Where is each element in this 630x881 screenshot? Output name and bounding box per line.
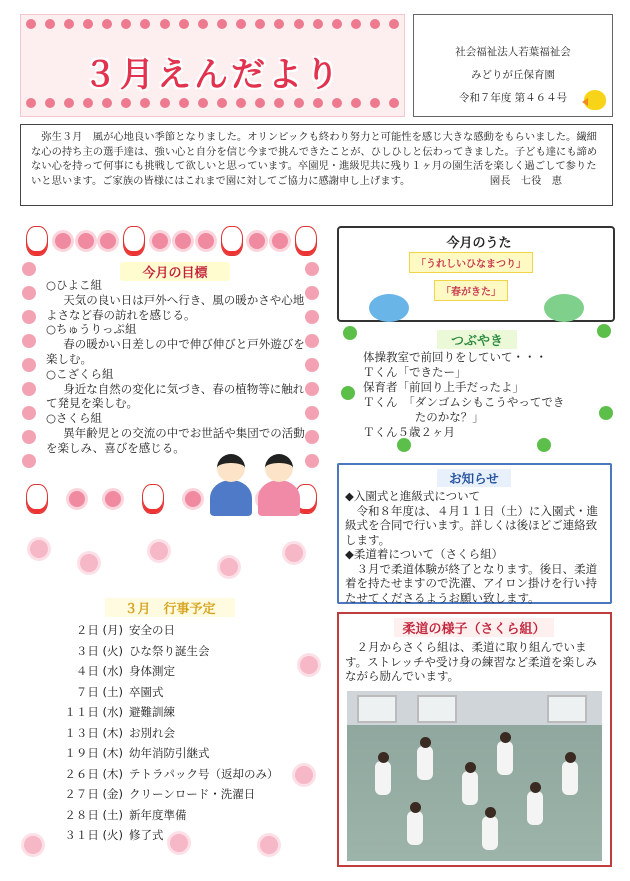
plum-blossom-icon xyxy=(198,233,214,249)
event-row xyxy=(42,805,302,826)
song-title: 「春がきた」 xyxy=(434,280,508,301)
org-name: 社会福祉法人若葉福祉会 xyxy=(455,46,571,58)
notice-item-text: 令和８年度は、４月１１日（土）に入園式・進級式を合同で行います。詳しくは後ほどご連絡致します。 xyxy=(345,503,598,547)
notice-panel xyxy=(337,463,612,604)
child-figure xyxy=(497,741,513,775)
plum-blossom-icon xyxy=(175,233,191,249)
clover-icon xyxy=(537,438,551,452)
org-info-box xyxy=(413,14,613,117)
goal-group-text: 身近な自然の変化に気づき、春の植物等に触れて発見を楽しむ。 xyxy=(46,381,305,411)
event-row xyxy=(42,825,302,846)
male-doll-icon xyxy=(210,454,252,516)
child-figure xyxy=(462,771,478,805)
plum-blossom-icon xyxy=(105,491,121,507)
event-name: テトラパック号（返却のみ） xyxy=(129,766,279,781)
event-date: ７日 (土) xyxy=(75,684,123,699)
plum-blossom-icon xyxy=(249,233,265,249)
murmur-heading: つぶやき xyxy=(437,330,517,349)
lantern-icon xyxy=(123,226,145,256)
goal-group-name: ○ちゅうりっぷ組 xyxy=(46,322,137,337)
events-panel xyxy=(20,536,323,871)
intro-line-2: もらいました。繊細な心の持ち主の選手達は、強い心と自分を信じ今まで挑んできたことが、ひしひしと伝わってきました。子ども達にも諦めない心を持って何事にも挑戦して欲しいと思っています。卒園児・進級児共に残り１ヶ月の園生活を楽しく過ごして参りたいと思います。ご家族の皆様にはこれまで園に対してご協力に感謝申し上げます。 xyxy=(31,131,598,187)
plum-blossom-icon xyxy=(272,233,288,249)
murmur-line: 体操教室で前回りをしていて・・・ xyxy=(363,350,547,364)
goal-group-text: 天気の良い日は戸外へ行き、風の暖かさや心地よさなど春の訪れを感じる。 xyxy=(46,292,305,322)
title-banner xyxy=(20,14,405,117)
event-row xyxy=(42,641,302,662)
murmur-line: Ｔくん「できたー」 xyxy=(363,365,467,379)
goal-group-text: 春の暖かい日差しの中で伸び伸びと戸外遊びを楽しむ。 xyxy=(46,337,305,366)
goals-list xyxy=(46,278,310,456)
plum-blossom-icon xyxy=(152,233,168,249)
event-date: １９日 (木) xyxy=(64,746,123,760)
event-row xyxy=(42,661,302,682)
event-name: 新年度準備 xyxy=(129,807,187,822)
cherry-blossom-icon xyxy=(24,836,42,854)
goal-group-text: 異年齢児との交流の中でお世話や集団での活動を楽しみ、喜びを感じる。 xyxy=(46,425,305,455)
event-name: 安全の日 xyxy=(129,623,175,637)
judo-text: ２月からさくら組は、柔道に取り組んでいます。ストレッチや受け身の練習など柔道を楽しみながら励んでいます。 xyxy=(345,640,597,683)
event-row xyxy=(42,723,302,744)
event-name: 卒園式 xyxy=(129,684,164,699)
murmur-line: たのかな？」 xyxy=(414,410,484,424)
window-shape xyxy=(547,695,587,723)
child-figure xyxy=(417,746,433,780)
events-heading: ３月 行事予定 xyxy=(105,598,235,617)
event-date: ４日 (水) xyxy=(75,664,123,678)
plum-blossom-icon xyxy=(100,233,116,249)
clover-icon xyxy=(343,326,357,340)
lantern-icon xyxy=(26,226,48,256)
page-title: ３月えんだより xyxy=(83,55,342,95)
event-row xyxy=(42,784,302,805)
event-row xyxy=(42,620,302,641)
cherry-blossom-icon xyxy=(150,542,168,560)
event-name: 幼年消防引継式 xyxy=(129,746,210,760)
plum-blossom-icon xyxy=(185,491,201,507)
principal-signature: 園長 七役 恵 xyxy=(489,174,562,187)
plum-blossom-icon xyxy=(55,233,71,249)
child-figure xyxy=(562,761,578,795)
event-row xyxy=(42,702,302,723)
plum-blossom-icon xyxy=(69,491,85,507)
murmur-line: Ｔくん５歳２ヶ月 xyxy=(363,425,455,439)
lantern-icon xyxy=(295,226,317,256)
notice-item-text: ３月で柔道体験が終了となります。後日、柔道着を持たせますので洗濯、アイロン掛けを行い持たせてくださるようお願い致します。 xyxy=(345,561,598,605)
hina-dolls-illustration xyxy=(208,446,306,516)
event-row xyxy=(42,764,302,785)
window-shape xyxy=(417,695,457,723)
reading-kids-icon xyxy=(544,294,584,322)
event-name: お別れ会 xyxy=(129,725,175,740)
clover-icon xyxy=(341,386,355,400)
song-frame xyxy=(337,226,615,322)
murmur-line: Ｔくん 「ダンゴムシもこうやってでき xyxy=(363,395,565,409)
event-name: 身体測定 xyxy=(129,664,175,678)
judo-heading: 柔道の様子（さくら組） xyxy=(394,618,554,637)
chick-icon xyxy=(584,90,606,110)
school-name: みどりが丘保育園 xyxy=(471,69,555,81)
murmur-line: 保育者「前回り上手だったよ」 xyxy=(363,380,524,394)
judo-panel xyxy=(337,612,612,867)
clover-icon xyxy=(597,324,611,338)
event-date: ３日 (火) xyxy=(75,643,123,658)
event-date: ２７日 (金) xyxy=(64,787,123,801)
event-row xyxy=(42,682,302,703)
event-date: ２６日 (木) xyxy=(64,766,123,781)
notice-item-title: ◆入園式と進級式について xyxy=(345,489,481,503)
child-figure xyxy=(527,791,543,825)
child-figure xyxy=(407,811,423,845)
event-date: １３日 (木) xyxy=(64,725,123,740)
event-name: 避難訓練 xyxy=(129,705,175,719)
cherry-blossom-icon xyxy=(300,656,318,674)
intro-line-1: 弥生３月 風が心地良い季節となりました。オリンピックも終わり努力と可能性を感じ大きな感動を xyxy=(41,131,505,143)
lantern-icon xyxy=(221,226,243,256)
goal-group-name: ○さくら組 xyxy=(46,411,103,426)
song-heading: 今月のうた xyxy=(446,236,512,251)
child-figure xyxy=(375,761,391,795)
intro-message xyxy=(20,124,613,206)
event-name: ひな祭り誕生会 xyxy=(129,643,210,658)
cherry-blossom-icon xyxy=(285,544,303,562)
window-shape xyxy=(357,695,397,723)
female-doll-icon xyxy=(258,454,300,516)
notice-heading: お知らせ xyxy=(437,469,511,487)
event-date: ２日 (月) xyxy=(75,623,123,637)
banner-dots-bottom xyxy=(21,98,404,112)
event-date: １１日 (水) xyxy=(64,705,123,719)
cherry-blossom-icon xyxy=(80,554,98,572)
judo-photo xyxy=(347,691,602,861)
lantern-icon xyxy=(142,484,164,514)
goals-heading: 今月の目標 xyxy=(120,262,230,281)
notice-text xyxy=(345,489,607,605)
goal-group-name: ○ひよこ組 xyxy=(46,278,103,292)
banner-dots-top xyxy=(21,19,404,33)
cherry-blossom-icon xyxy=(220,558,238,576)
event-row xyxy=(42,743,302,764)
child-figure xyxy=(482,816,498,850)
clover-icon xyxy=(397,438,411,452)
murmur-text xyxy=(363,350,608,440)
plum-blossom-icon xyxy=(78,233,94,249)
event-date: ２８日 (土) xyxy=(64,807,123,822)
lantern-icon xyxy=(26,484,48,514)
notice-item-title: ◆柔道着について（さくら組） xyxy=(345,547,504,561)
goal-group-name: ○こざくら組 xyxy=(46,366,114,381)
reading-kids-icon xyxy=(369,294,409,322)
lantern-border-top xyxy=(20,226,323,258)
event-date: ３１日 (火) xyxy=(64,828,123,842)
event-name: 修了式 xyxy=(129,828,164,842)
cherry-blossom-icon xyxy=(30,540,48,558)
plum-border-left xyxy=(22,262,38,468)
song-title: 「うれしいひなまつり」 xyxy=(409,252,533,273)
event-name: クリーンロード・洗濯日 xyxy=(129,787,256,801)
issue-number: 令和７年度 第４６４号 xyxy=(458,92,568,104)
events-list xyxy=(42,620,302,846)
song-and-murmur-panel xyxy=(337,226,615,454)
